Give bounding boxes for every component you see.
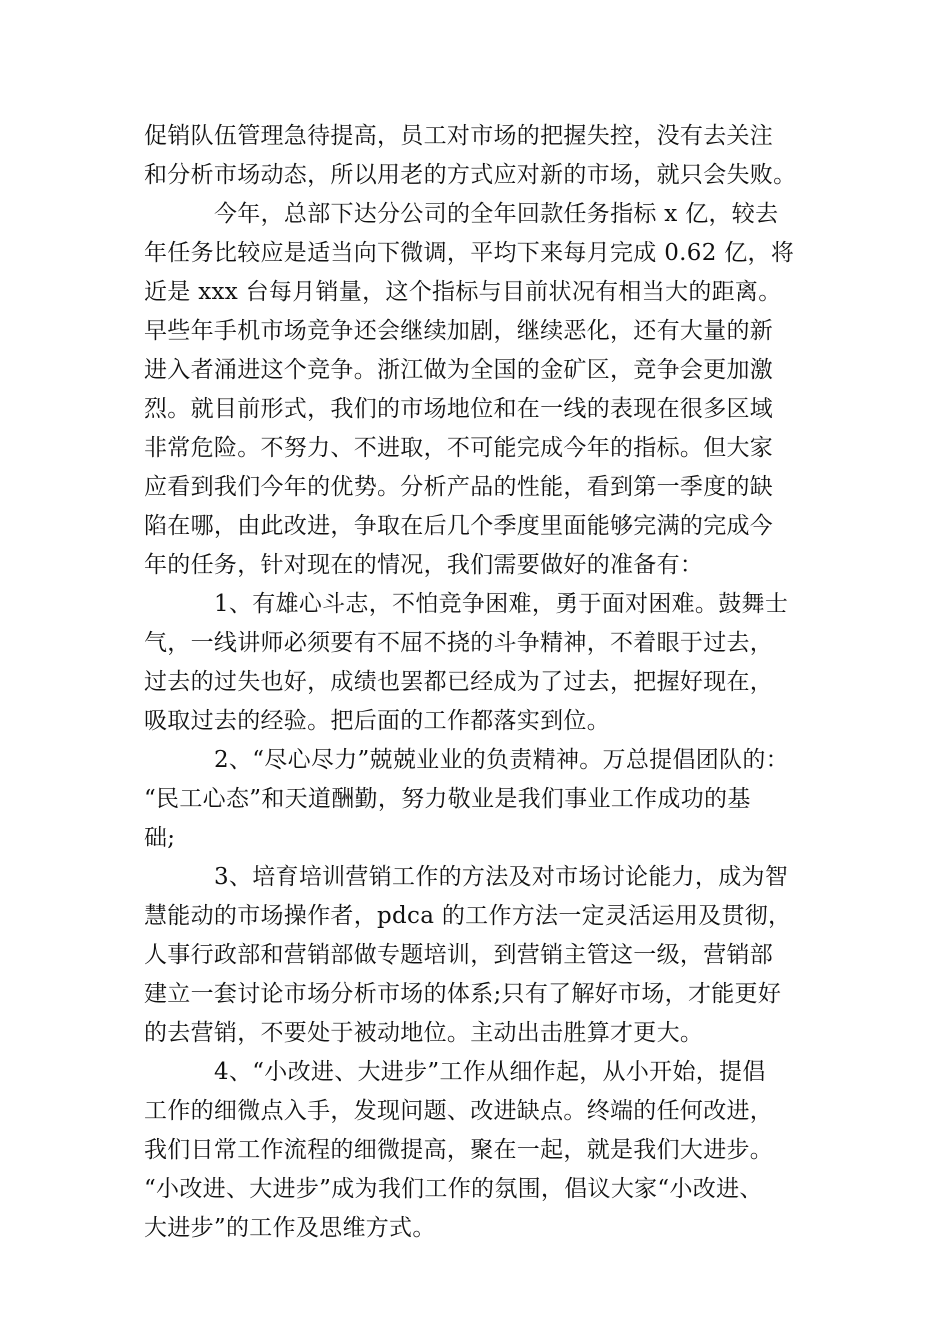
text-line: 进入者涌进这个竞争。浙江做为全国的金矿区，竞争会更加激 (144, 357, 774, 383)
paragraph (144, 117, 814, 195)
text-line: 和分析市场动态，所以用老的方式应对新的市场，就只会失败。 (144, 162, 797, 188)
text-line: 近是 xxx 台每月销量，这个指标与目前状况有相当大的距离。 (144, 279, 782, 305)
paragraph (144, 858, 814, 1053)
text-line: “民工心态”和天道酬勤，努力敬业是我们事业工作成功的基 (144, 786, 751, 812)
text-line: 吸取过去的经验。把后面的工作都落实到位。 (144, 708, 610, 734)
document-body (144, 117, 814, 1248)
text-line: 烈。就目前形式，我们的市场地位和在一线的表现在很多区域 (144, 396, 774, 422)
text-line: 年的任务，针对现在的情况，我们需要做好的准备有： (144, 552, 704, 578)
text-line: 建立一套讨论市场分析市场的体系;只有了解好市场，才能更好 (144, 981, 782, 1007)
text-line: 早些年手机市场竞争还会继续加剧，继续恶化，还有大量的新 (144, 318, 774, 344)
text-line: 我们日常工作流程的细微提高，聚在一起，就是我们大进步。 (144, 1137, 774, 1163)
text-line: 气，一线讲师必须要有不屈不挠的斗争精神，不着眼于过去， (144, 630, 774, 656)
text-line: 大进步”的工作及思维方式。 (144, 1215, 436, 1241)
text-line: 促销队伍管理急待提高，员工对市场的把握失控，没有去关注 (144, 123, 774, 149)
text-line: 陷在哪，由此改进，争取在后几个季度里面能够完满的完成今 (144, 513, 774, 539)
text-line: 人事行政部和营销部做专题培训，到营销主管这一级，营销部 (144, 942, 774, 968)
text-line: 2、“尽心尽力”兢兢业业的负责精神。万总提倡团队的： (214, 747, 789, 773)
paragraph (144, 741, 814, 858)
text-line: 1、有雄心斗志，不怕竞争困难，勇于面对困难。鼓舞士 (214, 591, 789, 617)
text-line: “小改进、大进步”成为我们工作的氛围，倡议大家“小改进、 (144, 1176, 763, 1202)
text-line: 工作的细微点入手，发现问题、改进缺点。终端的任何改进， (144, 1098, 774, 1124)
text-line: 3、培育培训营销工作的方法及对市场讨论能力，成为智 (214, 864, 789, 890)
text-line: 过去的过失也好，成绩也罢都已经成为了过去，把握好现在， (144, 669, 774, 695)
text-line: 应看到我们今年的优势。分析产品的性能，看到第一季度的缺 (144, 474, 774, 500)
text-line: 年任务比较应是适当向下微调，平均下来每月完成 0.62 亿，将 (144, 240, 795, 266)
text-line: 非常危险。不努力、不进取，不可能完成今年的指标。但大家 (144, 435, 774, 461)
text-line: 础; (144, 825, 176, 851)
text-line: 4、“小改进、大进步”工作从细作起，从小开始，提倡 (214, 1059, 766, 1085)
text-line: 的去营销，不要处于被动地位。主动出击胜算才更大。 (144, 1020, 704, 1046)
paragraph (144, 585, 814, 741)
paragraph (144, 1053, 814, 1248)
text-line: 慧能动的市场操作者，pdca 的工作方法一定灵活运用及贯彻， (144, 903, 792, 929)
text-line: 今年，总部下达分公司的全年回款任务指标 x 亿，较去 (214, 201, 779, 227)
paragraph (144, 195, 814, 585)
